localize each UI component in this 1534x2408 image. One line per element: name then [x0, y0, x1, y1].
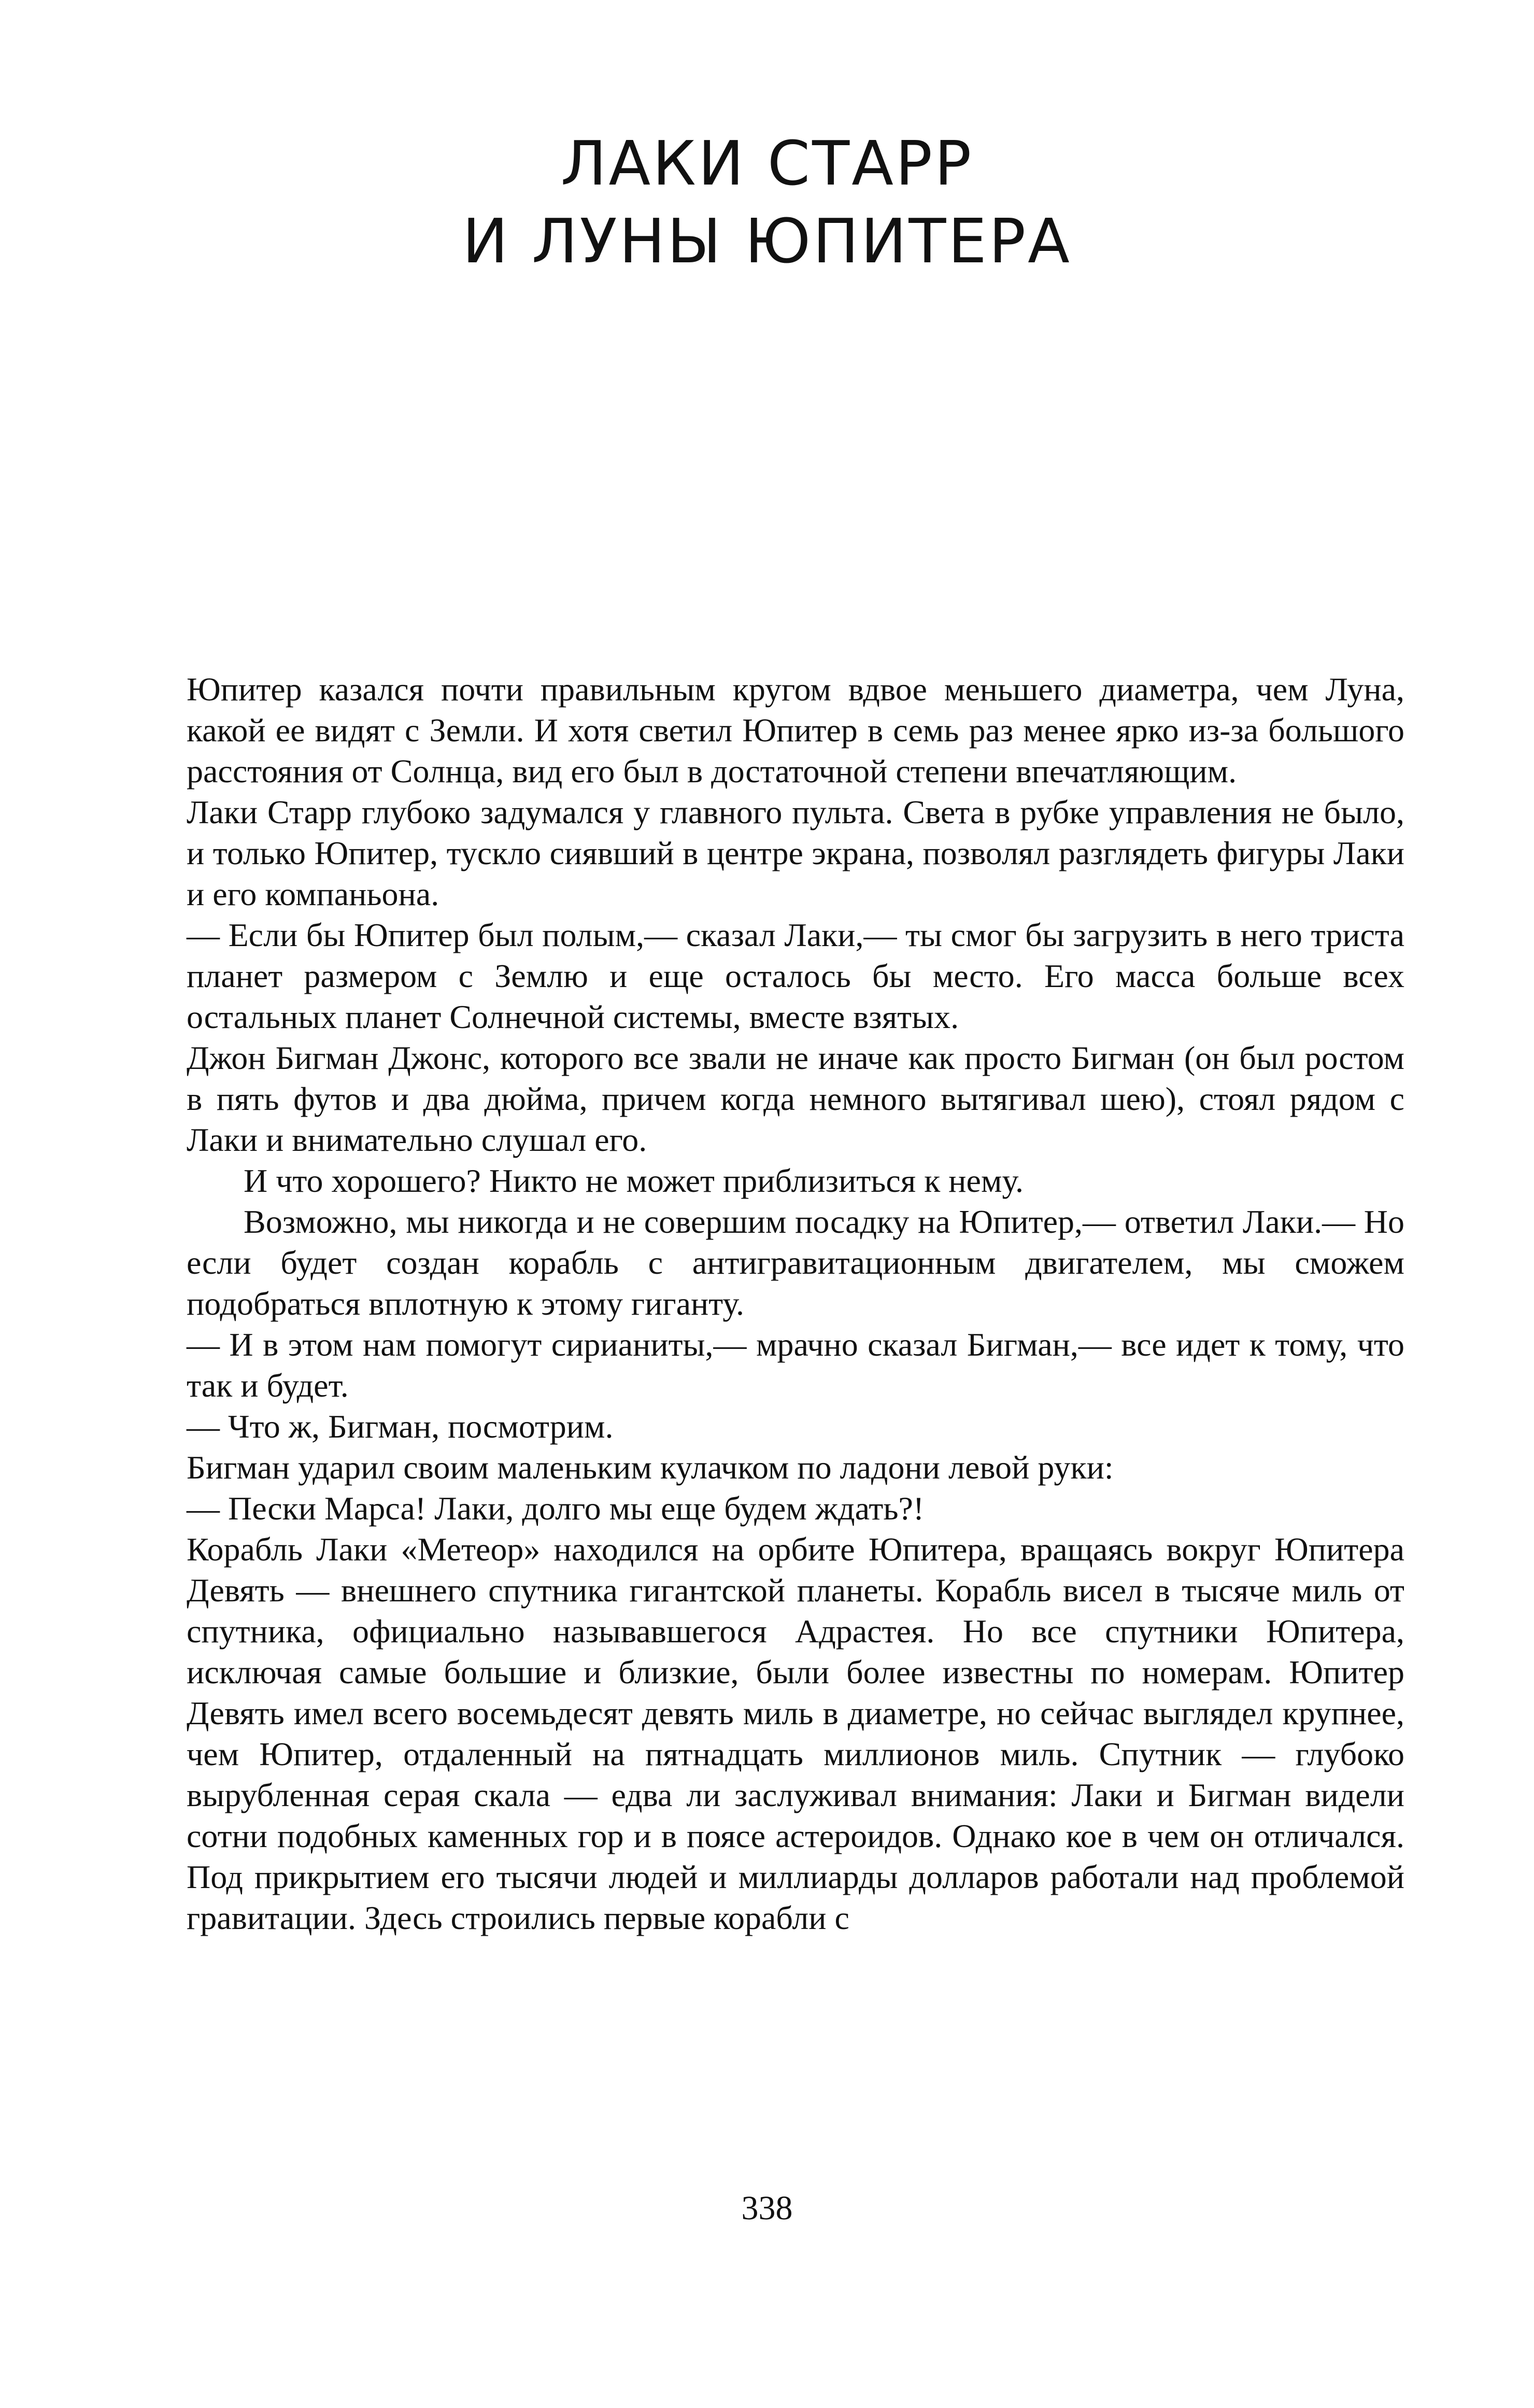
paragraph: — Если бы Юпитер был полым,— сказал Лаки,— ты смог бы загрузить в него триста планет размером с Землю и еще осталось бы место. Его масса больше всех остальных планет Солнечной системы, вместе взятых. — [187, 917, 1404, 1035]
chapter-title-line-1: ЛАКИ СТАРР — [560, 128, 974, 199]
chapter-title — [0, 124, 1534, 280]
paragraph: — Пески Марса! Лаки, долго мы еще будем ждать?! — [187, 1490, 925, 1527]
paragraph: Лаки Старр глубоко задумался у главного пульта. Света в рубке управления не было, и только Юпитер, тускло сиявший в центре экрана, позволял разглядеть фигуры Лаки и его компаньона. — [187, 794, 1404, 912]
paragraph: Джон Бигман Джонс, которого все звали не иначе как просто Бигман (он был ростом в пять футов и два дюйма, причем когда немного вытягивал шею), стоял рядом с Лаки и внимательно слушал его. — [187, 1039, 1404, 1158]
paragraph: И что хорошего? Никто не может приблизиться к нему. — [244, 1162, 1024, 1199]
chapter-title-line-2: И ЛУНЫ ЮПИТЕРА — [462, 205, 1072, 277]
paragraph: Корабль Лаки «Метеор» находился на орбите Юпитера, вращаясь вокруг Юпитера Девять — внешнего спутника гигантской планеты. Корабль висел в тысяче миль от спутника, официально называвшегося Адрастея. Но все спутники Юпитера, исключая самые большие и близкие, были более известны по номерам. Юпитер Девять имел всего восемьдесят девять миль в диаметре, но сейчас выглядел крупнее, чем Юпитер, отдаленный на пятнадцать миллионов миль. Спутник — глубоко вырубленная серая скала — едва ли заслуживал внимания: Лаки и Бигман видели сотни подобных каменных гор и в поясе астероидов. Однако кое в чем он отличался. Под прикрытием его тысячи людей и миллиарды долларов работали над проблемой гравитации. Здесь строились первые корабли с — [187, 1531, 1404, 1936]
paragraph: — Что ж, Бигман, посмотрим. — [187, 1408, 614, 1445]
paragraph: — И в этом нам помогут сирианиты,— мрачно сказал Бигман,— все идет к тому, что так и будет. — [187, 1326, 1404, 1404]
paragraph: Бигман ударил своим маленьким кулачком по ладони левой руки: — [187, 1449, 1114, 1486]
paragraph: Юпитер казался почти правильным кругом вдвое меньшего диаметра, чем Луна, какой ее видят с Земли. И хотя светил Юпитер в семь раз менее ярко из-за большого расстояния от Солнца, вид его был в достаточной степени впечатляющим. — [187, 671, 1404, 790]
page-number: 338 — [741, 2189, 793, 2227]
paragraph: Возможно, мы никогда и не совершим посадку на Юпитер,— ответил Лаки.— Но если будет создан корабль с антигравитационным двигателем, мы сможем подобраться вплотную к этому гиганту. — [187, 1203, 1404, 1322]
body-text — [187, 669, 1404, 1938]
